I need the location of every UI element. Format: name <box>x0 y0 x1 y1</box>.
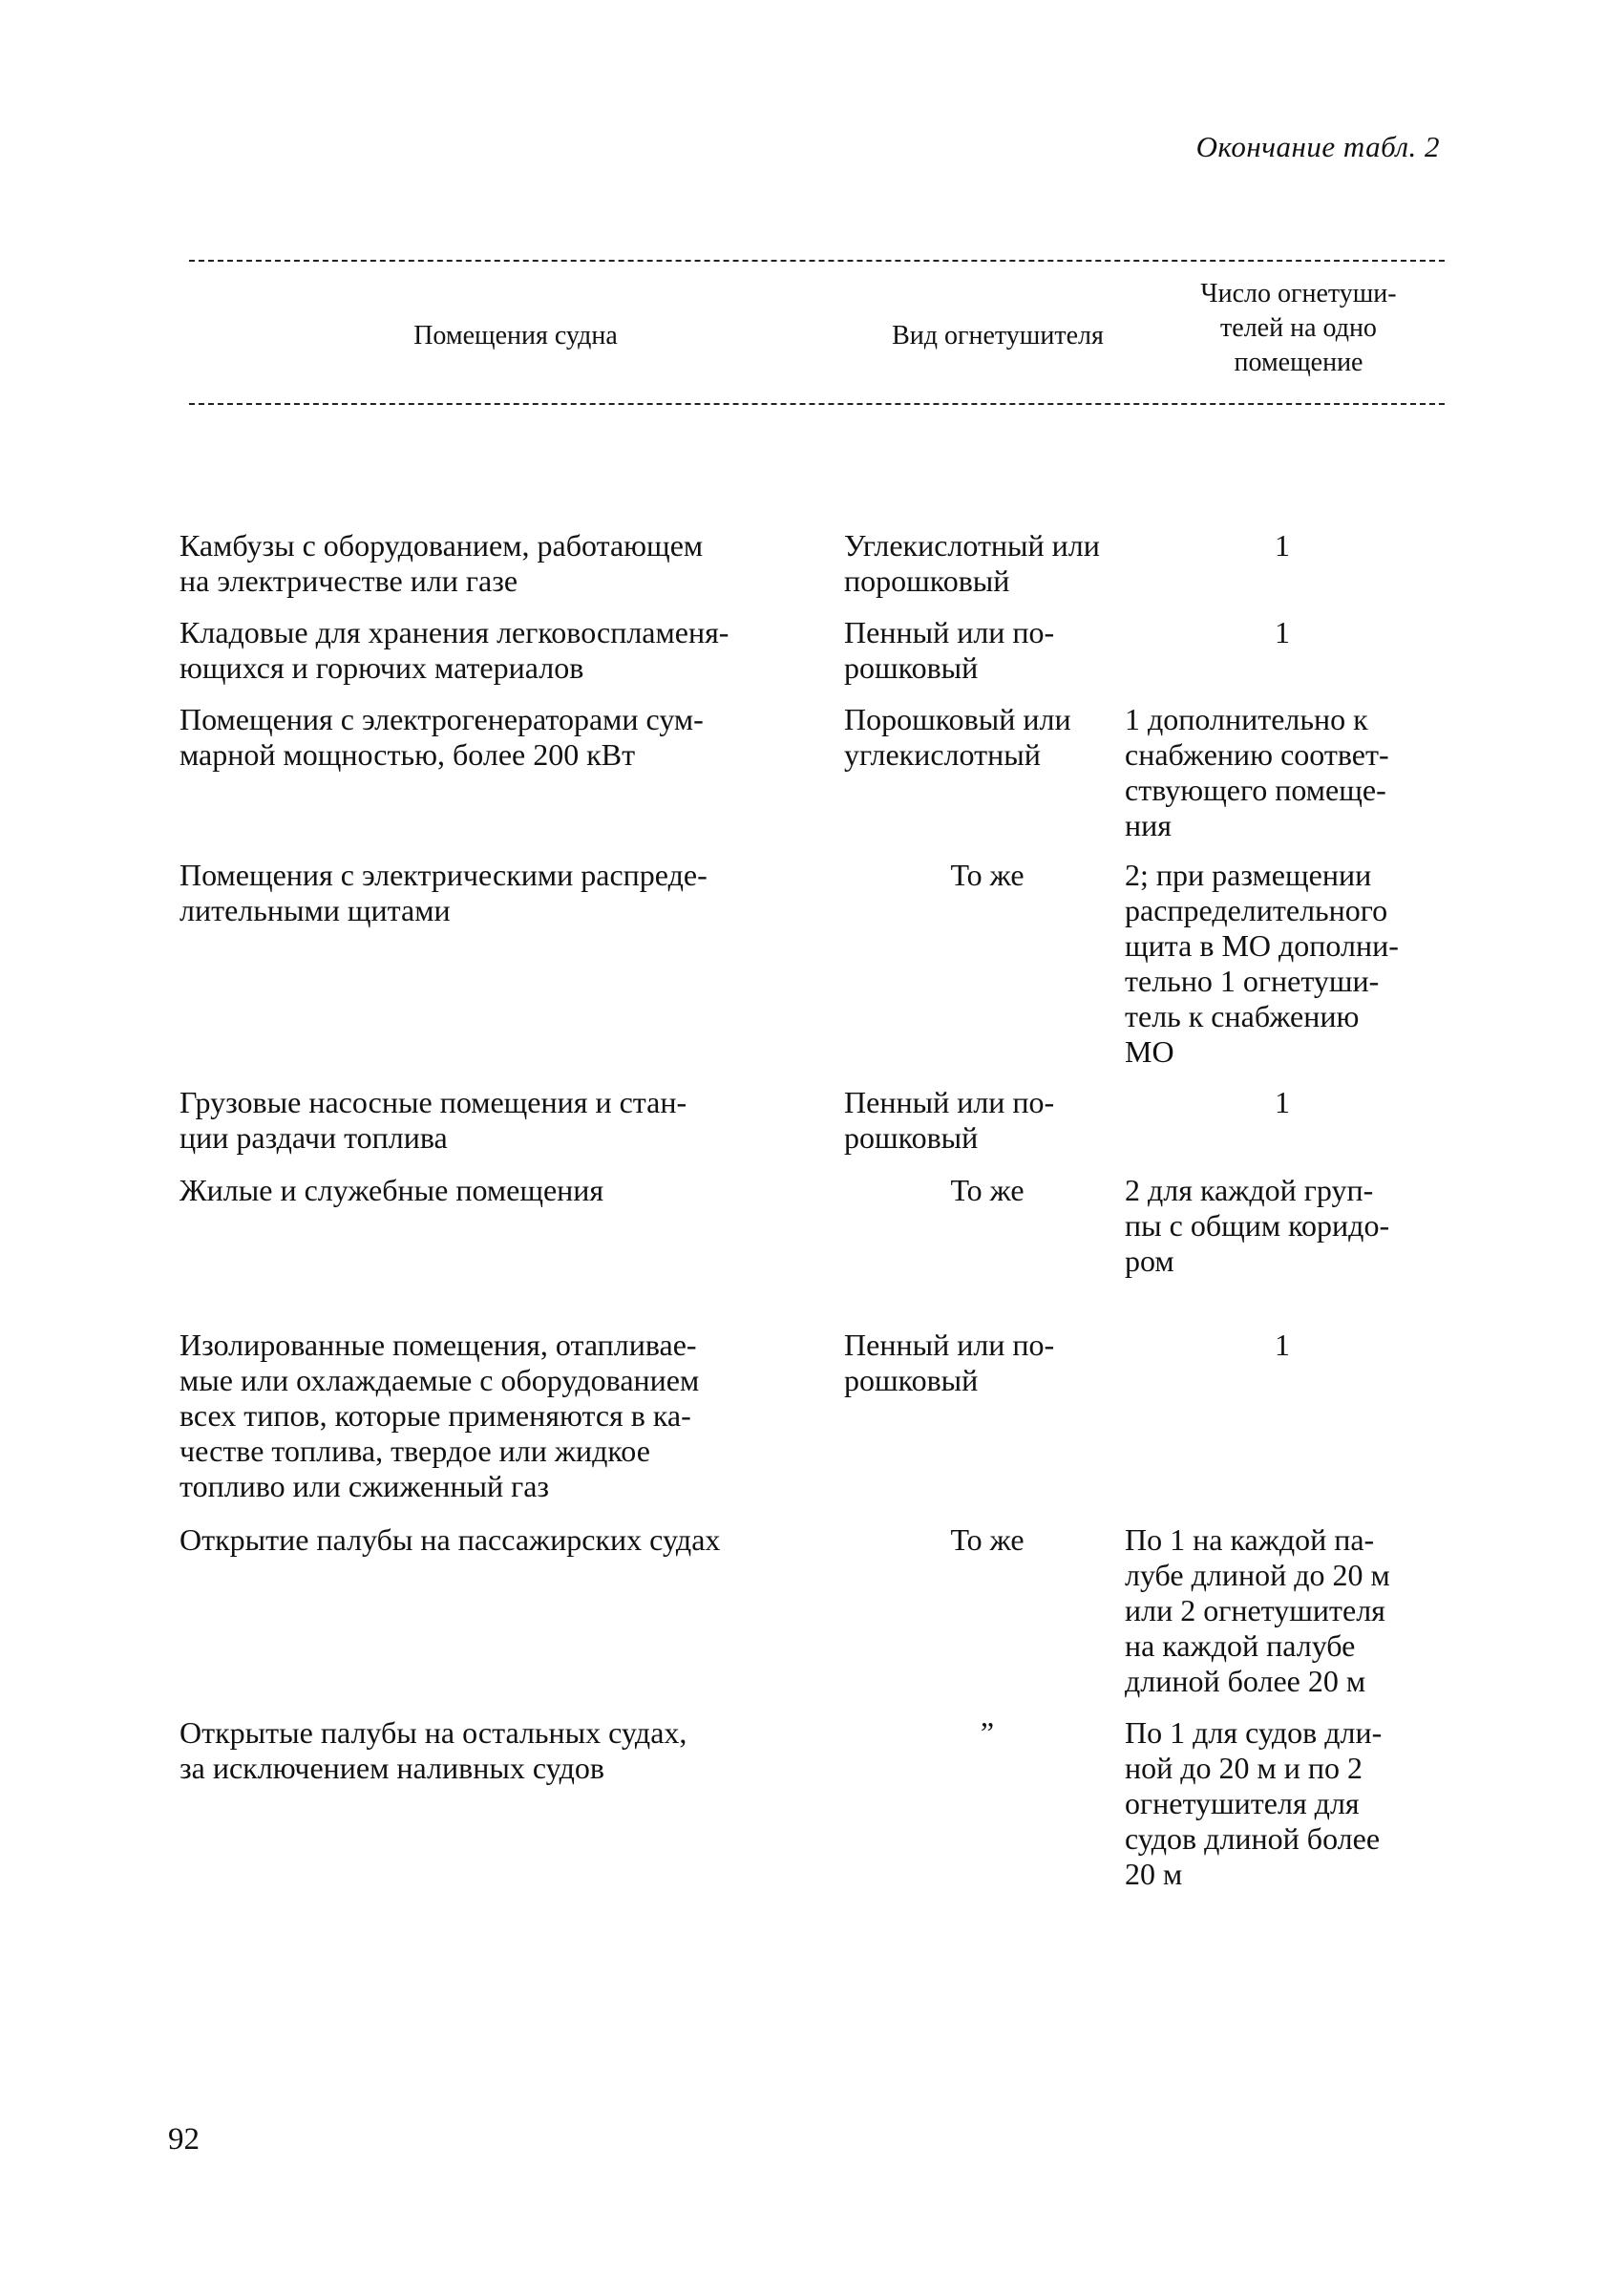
count-cell: По 1 для судов дли- ной до 20 м и по 2 огнетушителя для судов длиной более 20 м <box>1125 1715 1383 1891</box>
header-extinguisher-type: Вид огнетушителя <box>892 321 1104 351</box>
room-cell: Открытие палубы на пассажирских судах <box>180 1522 721 1557</box>
room-cell: Кладовые для хранения легковоспламеня- ющихся и горючих материалов <box>180 615 729 685</box>
count-cell: 1 <box>1275 615 1290 649</box>
count-cell: 2 для каждой груп- пы с общим коридо- ром <box>1125 1173 1390 1278</box>
type-cell: Пенный или по- рошковый <box>844 1085 1055 1155</box>
header-top-rule <box>189 260 1445 262</box>
room-cell: Открытые палубы на остальных судах, за исключением наливных судов <box>180 1715 687 1785</box>
header-bottom-rule <box>189 403 1445 405</box>
header-extinguisher-count: Число огнетуши- телей на одно помещение <box>1200 279 1397 377</box>
count-cell: 2; при размещении распределительного щита в МО дополни- тельно 1 огнетуши- тель к снабжению МО <box>1125 858 1399 1069</box>
room-cell: Жилые и служебные помещения <box>180 1173 604 1207</box>
room-cell: Помещения с электрическими распреде- лительными щитами <box>180 858 708 927</box>
room-cell: Помещения с электрогенераторами сум- марной мощностью, более 200 кВт <box>180 702 704 772</box>
count-cell: 1 <box>1275 1328 1290 1362</box>
count-cell: По 1 на каждой па- лубе длиной до 20 м или 2 огнетушителя на каждой палубе длиной более 20 м <box>1125 1522 1390 1698</box>
page-number: 92 <box>168 2122 200 2157</box>
type-cell: ” <box>980 1715 995 1750</box>
table-caption: Окончание табл. 2 <box>1195 130 1440 163</box>
count-cell: 1 <box>1275 1085 1290 1119</box>
type-cell: Порошковый или углекислотный <box>844 702 1071 772</box>
count-cell: 1 дополнительно к снабжению соответ- ствующего помеще- ния <box>1125 702 1389 842</box>
type-cell: То же <box>950 858 1025 892</box>
type-cell: То же <box>950 1173 1025 1207</box>
header-rooms: Помещения судна <box>413 321 618 351</box>
type-cell: Пенный или по- рошковый <box>844 1328 1055 1397</box>
room-cell: Изолированные помещения, отапливае- мые или охлаждаемые с оборудованием всех типов, которые применяются в ка- честве топлива, твердое или жидкое топливо или сжиженный газ <box>180 1328 700 1503</box>
type-cell: То же <box>950 1522 1025 1557</box>
room-cell: Камбузы с оборудованием, работающем на электричестве или газе <box>180 528 704 598</box>
count-cell: 1 <box>1275 528 1290 563</box>
type-cell: Углекислотный или порошковый <box>844 528 1100 598</box>
room-cell: Грузовые насосные помещения и стан- ции раздачи топлива <box>180 1085 687 1155</box>
type-cell: Пенный или по- рошковый <box>844 615 1055 685</box>
